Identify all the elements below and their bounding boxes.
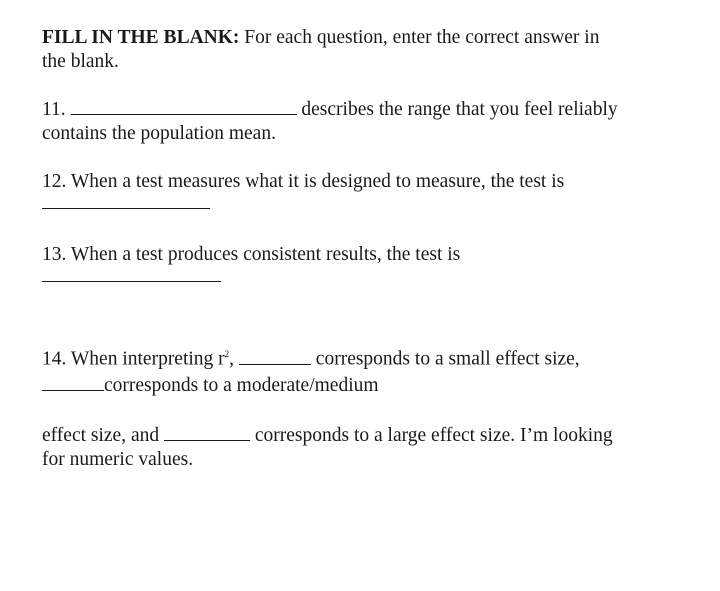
- instructions-text-line2: the blank.: [42, 51, 119, 72]
- worksheet-page: [42, 26, 682, 472]
- instructions-text: For each question, enter the correct answer in: [239, 27, 600, 48]
- question-13: [42, 243, 682, 267]
- question-14: [42, 342, 682, 398]
- question-11-number: 11.: [42, 99, 66, 120]
- question-12-blank[interactable]: [42, 208, 210, 209]
- instructions: [42, 26, 682, 74]
- question-11-text-line2: contains the population mean.: [42, 123, 276, 144]
- question-12: [42, 170, 682, 194]
- question-14-blank-small[interactable]: [239, 346, 311, 365]
- r-squared-superscript: 2: [224, 349, 230, 359]
- question-13-text: 13. When a test produces consistent results, the test is: [42, 244, 461, 265]
- question-14-comma: ,: [229, 348, 235, 370]
- question-14-text-and: effect size, and: [42, 424, 160, 446]
- question-14-text-numeric: for numeric values.: [42, 448, 194, 470]
- question-14-blank-large[interactable]: [164, 422, 250, 441]
- question-14-text-large: corresponds to a large effect size. I’m looking: [254, 424, 613, 446]
- question-12-text: 12. When a test measures what it is designed to measure, the test is: [42, 171, 565, 192]
- question-11-text: describes the range that you feel reliably: [301, 99, 618, 120]
- question-11: [42, 96, 682, 146]
- question-14-text-small: corresponds to a small effect size,: [315, 348, 580, 370]
- question-14-blank-medium[interactable]: [42, 372, 104, 391]
- question-13-blank[interactable]: [42, 281, 221, 282]
- instructions-heading: FILL IN THE BLANK:: [42, 27, 240, 48]
- question-14-text-medium: corresponds to a moderate/medium: [104, 374, 379, 396]
- question-14-text-part1: 14. When interpreting r: [42, 348, 225, 370]
- question-11-blank[interactable]: [71, 96, 297, 115]
- question-14-continued: [42, 422, 682, 472]
